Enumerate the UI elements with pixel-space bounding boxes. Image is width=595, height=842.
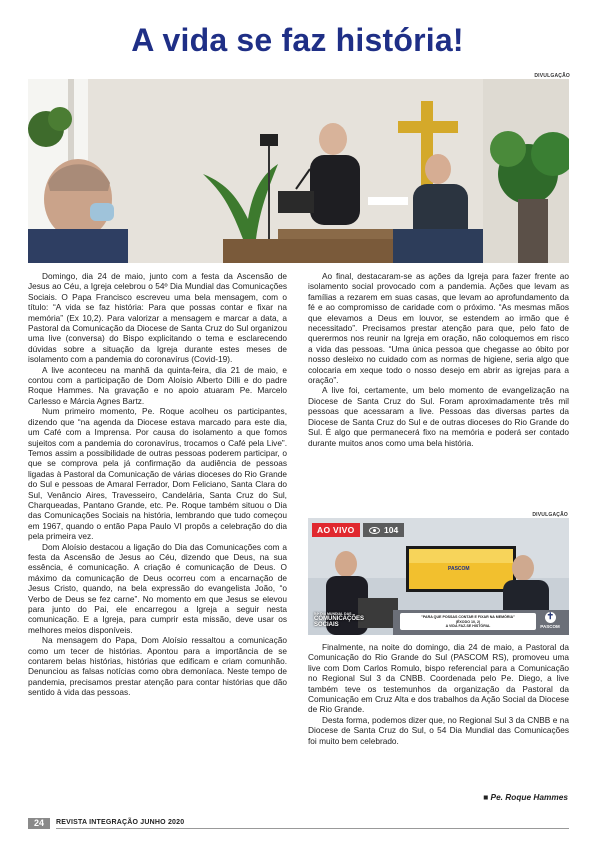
photo-live-stream (308, 518, 569, 635)
page-footer (28, 818, 569, 828)
stream-quote-banner (400, 613, 536, 630)
author-mark: ■ (483, 792, 489, 802)
paragraph: A live aconteceu na manhã da quinta-feira, dia 21 de maio, e contou com a participação de Dom Aloísio Alberto Dilli e do padre Roque Hammes. Na gravação e no apoio atuaram Pe. Marcelo Carlesso e Márcia Agnes Bartz. (28, 364, 287, 406)
photo-credit: DIVULGAÇÃO (532, 512, 568, 518)
cross-icon (545, 612, 556, 623)
paragraph: Na mensagem do Papa, Dom Aloísio ressaltou a comunicação como um tecer de histórias. Apontou para a importância de se contarem belas histórias, histórias que edificam e criam comunhão. Denunciou as falsas notícias como obra demoníaca. Neste tempo de pandemia, precisamos prestar atenção para contar histórias que dão sentido à vida das pessoas. (28, 635, 287, 698)
paragraph: Finalmente, na noite do domingo, dia 24 de maio, a Pastoral da Comunicação do Rio Grande do Sul (PASCOM RS), promoveu uma live com Dom Carlos Romulo, bispo referencial para a Comunicação no Regional Sul 3 da CNBB. Coordenada pelo Pe. Diego, a live também teve os testemunhos da organização da Pastoral da Comunicação em Cruz Alta e dos trabalhos da Ação Social da Diocese de Rio Grande. (308, 642, 569, 715)
logo-line: SOCIAIS (314, 622, 339, 628)
viewer-count-badge (363, 523, 404, 537)
pascom-logo (539, 612, 561, 632)
logo-line: 54º DIA MUNDIAL DAS (314, 612, 352, 616)
paragraph: Domingo, dia 24 de maio, junto com a festa da Ascensão de Jesus ao Céu, a Igreja celebrou o 54º Dia Mundial das Comunicações Sociais. O Papa Francisco escreveu uma bela mensagem, com o título: “A vida se faz história: Para que possas contar e fixar na memória” (Ex 10,2). Para valorizar a mensagem e marcar a data, a Pastoral da Comunicação da Diocese de Santa Cruz do Sul organizou uma live (conversa) do Bispo explicitando o tema e esclarecendo dúvidas sobre a situação da Igreja durante estes meses de isolamento com a pandemia do coronavírus (Covid-19). (28, 271, 287, 365)
screen-logo: PASCOM (448, 566, 470, 572)
quote-line: (ÊXODO 10, 2) (455, 619, 481, 624)
communications-day-logo (314, 612, 364, 628)
paragraph: Ao final, destacaram-se as ações da Igreja para fazer frente ao isolamento social provocado com a pandemia. Ações que levam as famílias a rezarem em suas casas, que levam ao aprofundamento da fé e ao compromisso de caridade com o próximo. “As mesmas mãos que elevamos a Deus em louvor, se estendem ao irmão que é necessitado”. Precisamos prestar atenção para que, pelo fato de querermos nos reunir na Igreja em oração, não coloquemos em risco a vida das pessoas. “Uma única pessoa que chegasse ao óbito por nosso desleixo no cuidado com as normas de higiene, seria algo que colocaria em xeque todo o nosso desejo em abrir as igrejas para a oração”. (308, 271, 569, 386)
page-title: A vida se faz história! (131, 22, 464, 58)
eye-icon (369, 527, 380, 534)
page-number: 24 (28, 818, 50, 829)
article-column-left (28, 271, 287, 811)
live-badge: AO VIVO (312, 523, 360, 537)
live-recording-illustration (28, 79, 569, 263)
photo-credit: DIVULGAÇÃO (534, 73, 570, 79)
quote-line: A VIDA FAZ-SE HISTÓRIA. (445, 624, 491, 629)
author-name: Pe. Roque Hammes (490, 792, 568, 802)
paragraph: Desta forma, podemos dizer que, no Regional Sul 3 da CNBB e na Diocese de Santa Cruz do Sul, o 54 Dia Mundial das Comunicações foi muito bem celebrado. (308, 714, 569, 746)
viewer-count: 104 (384, 525, 399, 535)
author-signature (483, 792, 568, 802)
logo-line: COMUNICAÇÕES (314, 616, 365, 622)
paragraph: A live foi, certamente, um belo momento de evangelização na Diocese de Santa Cruz do Sul. Foram aproximadamente três mil pessoas que acessaram a live. Pessoas das diversas partes da Diocese de Santa Cruz do Sul e de outras dioceses do Rio Grande do Sul. É algo que permanecerá fixo na memória e poderá ser contado durante muitos anos como uma bela história. (308, 385, 569, 448)
paragraph: Num primeiro momento, Pe. Roque acolheu os participantes, dizendo que “na agenda da Diocese estava marcado para este dia, um Café com a Imprensa. Por causa do isolamento a que fomos sujeitos com a pandemia do coronavírus, trocamos o Café pela Live”. Temos assim a possibilidade de outras pessoas poderem participar, o que se comprova pela já confirmação da audiência de pessoas ligadas à Pastoral da Comunicação de várias dioceses do Rio Grande do Sul e pessoas de Amaral Ferrador, Dom Feliciano, Santa Clara do Sul, Venâncio Aires, Travesseiro, Candelária, Santa Cruz do Sul, Charqueadas, Pantano Grande, etc. Pe. Roque também situou o Dia das Comunicações Sociais na história, lembrando que tudo começou em 1967, quando o então Papa Paulo VI propôs a celebração do dia pela primeira vez. (28, 406, 287, 542)
footer-divider (56, 828, 569, 829)
photo-live-recording (28, 79, 569, 263)
pascom-label: PASCOM (540, 624, 560, 629)
article-column-right-top (308, 271, 569, 448)
article-column-right-bottom (308, 642, 569, 746)
paragraph: Dom Aloísio destacou a ligação do Dia das Comunicações com a festa da Ascensão de Jesus ao Céu, dizendo que Deus, na sua essência, é comunicação. A criação é comunicação de Deus. O máximo da comunicação de Deus ocorreu com a encarnação de Jesus Cristo, quando, na bela expressão do evangelista João, “o Verbo de Deus se fez carne”. No momento em que Jesus se elevou para junto do Pai, ele encarregou a Igreja a seguir nesta comunicação. E a Igreja, para cumprir esta missão, deve usar os melhores meios disponíveis. (28, 541, 287, 635)
quote-line: "PARA QUE POSSAS CONTAR E FIXAR NA MEMÓRIA" (421, 615, 515, 619)
publication-name: REVISTA INTEGRAÇÃO JUNHO 2020 (56, 819, 185, 826)
